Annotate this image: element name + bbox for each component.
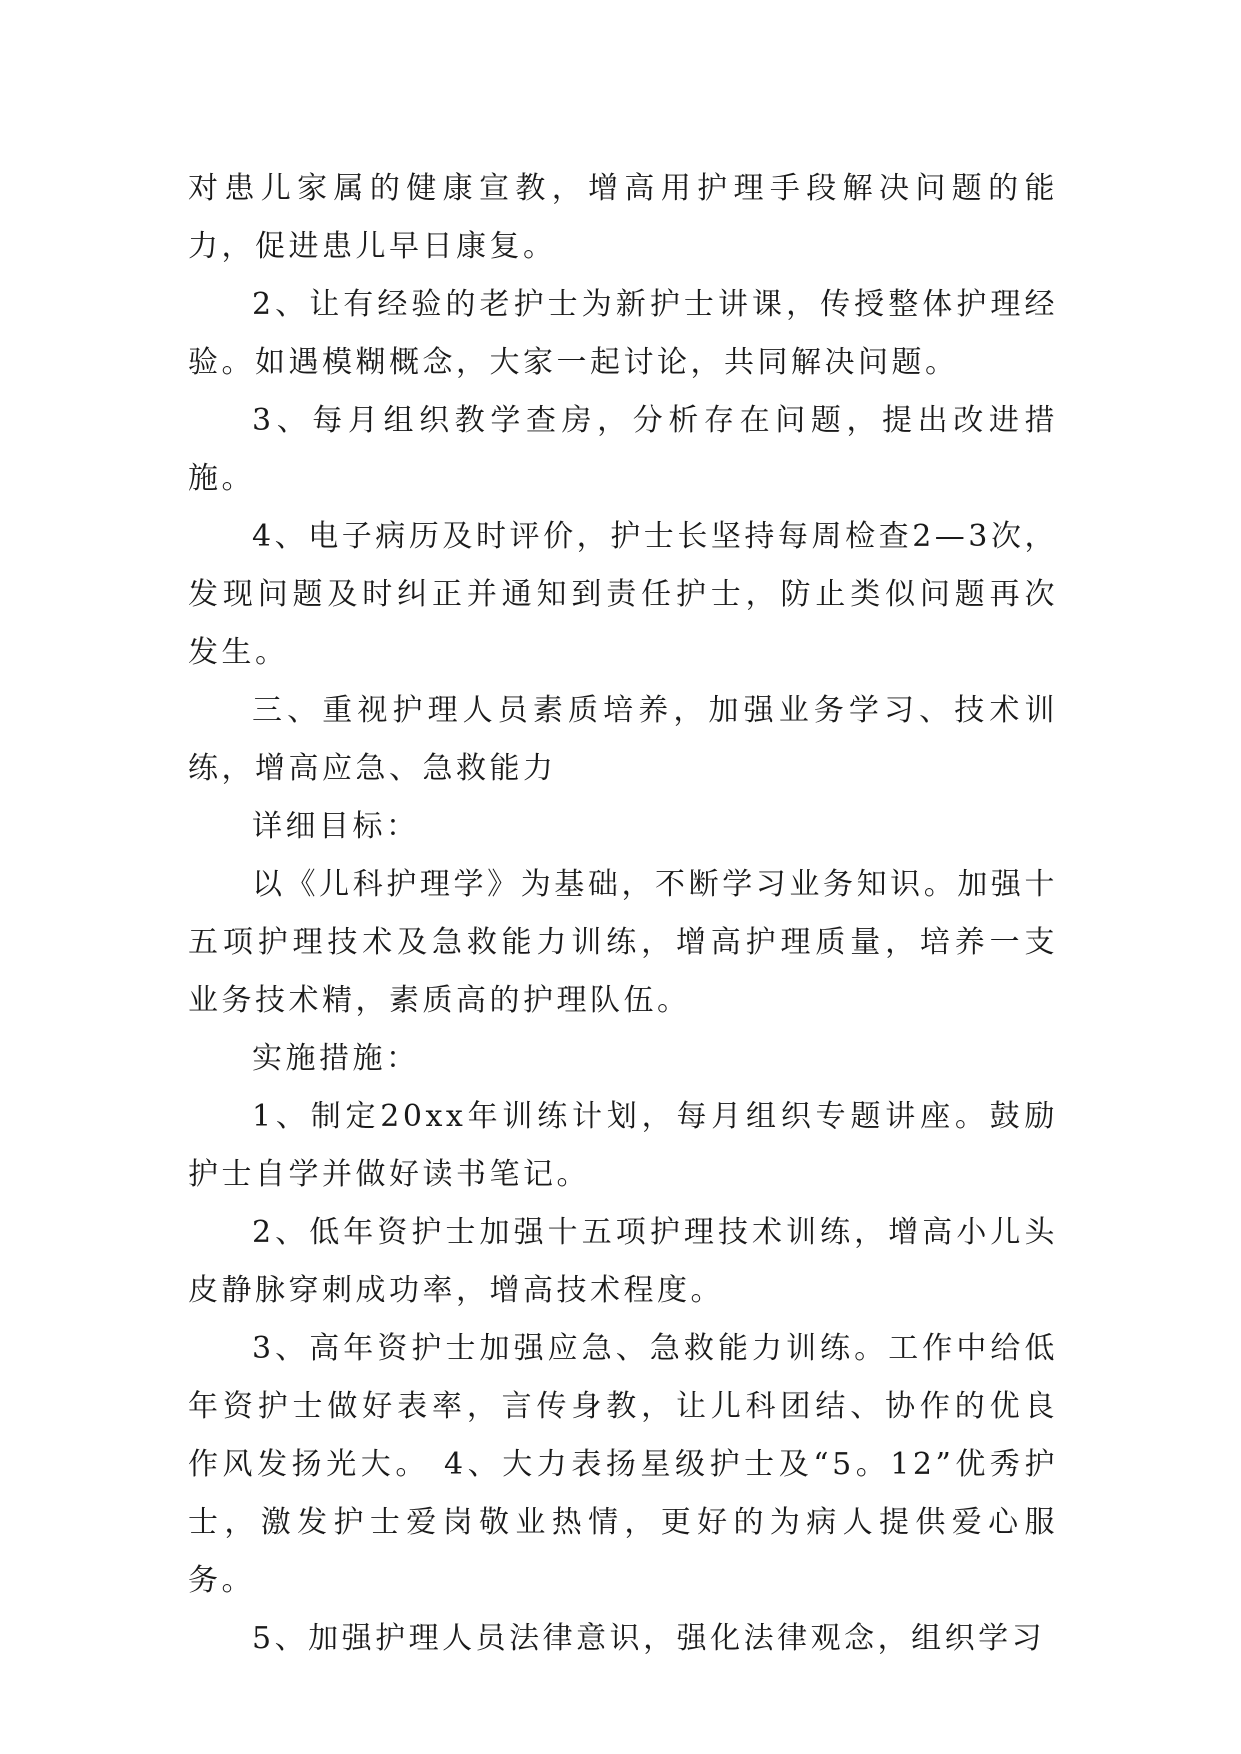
document-body [188, 160, 1058, 1668]
paragraph-experienced-nurse-lectures: 2、让有经验的老护士为新护士讲课，传授整体护理经验。如遇模糊概念，大家一起讨论，共同解决问题。 [188, 287, 1058, 380]
paragraph-senior-nurse-training: 3、高年资护士加强应急、急救能力训练。工作中给低年资护士做好表率，言传身教，让儿科团结、协作的优良作风发扬光大。 4、大力表扬星级护士及“5。12”优秀护士，激发护士爱岗敬业热情，更好的为病人提供爱心服务。 [188, 1331, 1058, 1598]
label-specific-goals: 详细目标： [252, 809, 420, 844]
paragraph-legal-awareness: 5、加强护理人员法律意识，强化法律观念，组织学习 [252, 1621, 1046, 1656]
section-heading-staff-quality: 三、重视护理人员素质培养，加强业务学习、技术训练，增高应急、急救能力 [188, 693, 1058, 786]
paragraph-electronic-records-review: 4、电子病历及时评价，护士长坚持每周检查2—3次，发现问题及时纠正并通知到责任护士，防止类似问题再次发生。 [188, 519, 1058, 670]
paragraph-health-education-continuation: 对患儿家属的健康宣教，增高用护理手段解决问题的能力，促进患儿早日康复。 [188, 171, 1058, 264]
paragraph-goals-description: 以《儿科护理学》为基础，不断学习业务知识。加强十五项护理技术及急救能力训练，增高护理质量，培养一支业务技术精，素质高的护理队伍。 [188, 867, 1058, 1018]
paragraph-junior-nurse-training: 2、低年资护士加强十五项护理技术训练，增高小儿头皮静脉穿刺成功率，增高技术程度。 [188, 1215, 1058, 1308]
paragraph-training-plan: 1、制定20xx年训练计划，每月组织专题讲座。鼓励护士自学并做好读书笔记。 [188, 1099, 1058, 1192]
paragraph-monthly-teaching-rounds: 3、每月组织教学查房，分析存在问题，提出改进措施。 [188, 403, 1058, 496]
label-implementation-measures: 实施措施： [252, 1041, 420, 1076]
